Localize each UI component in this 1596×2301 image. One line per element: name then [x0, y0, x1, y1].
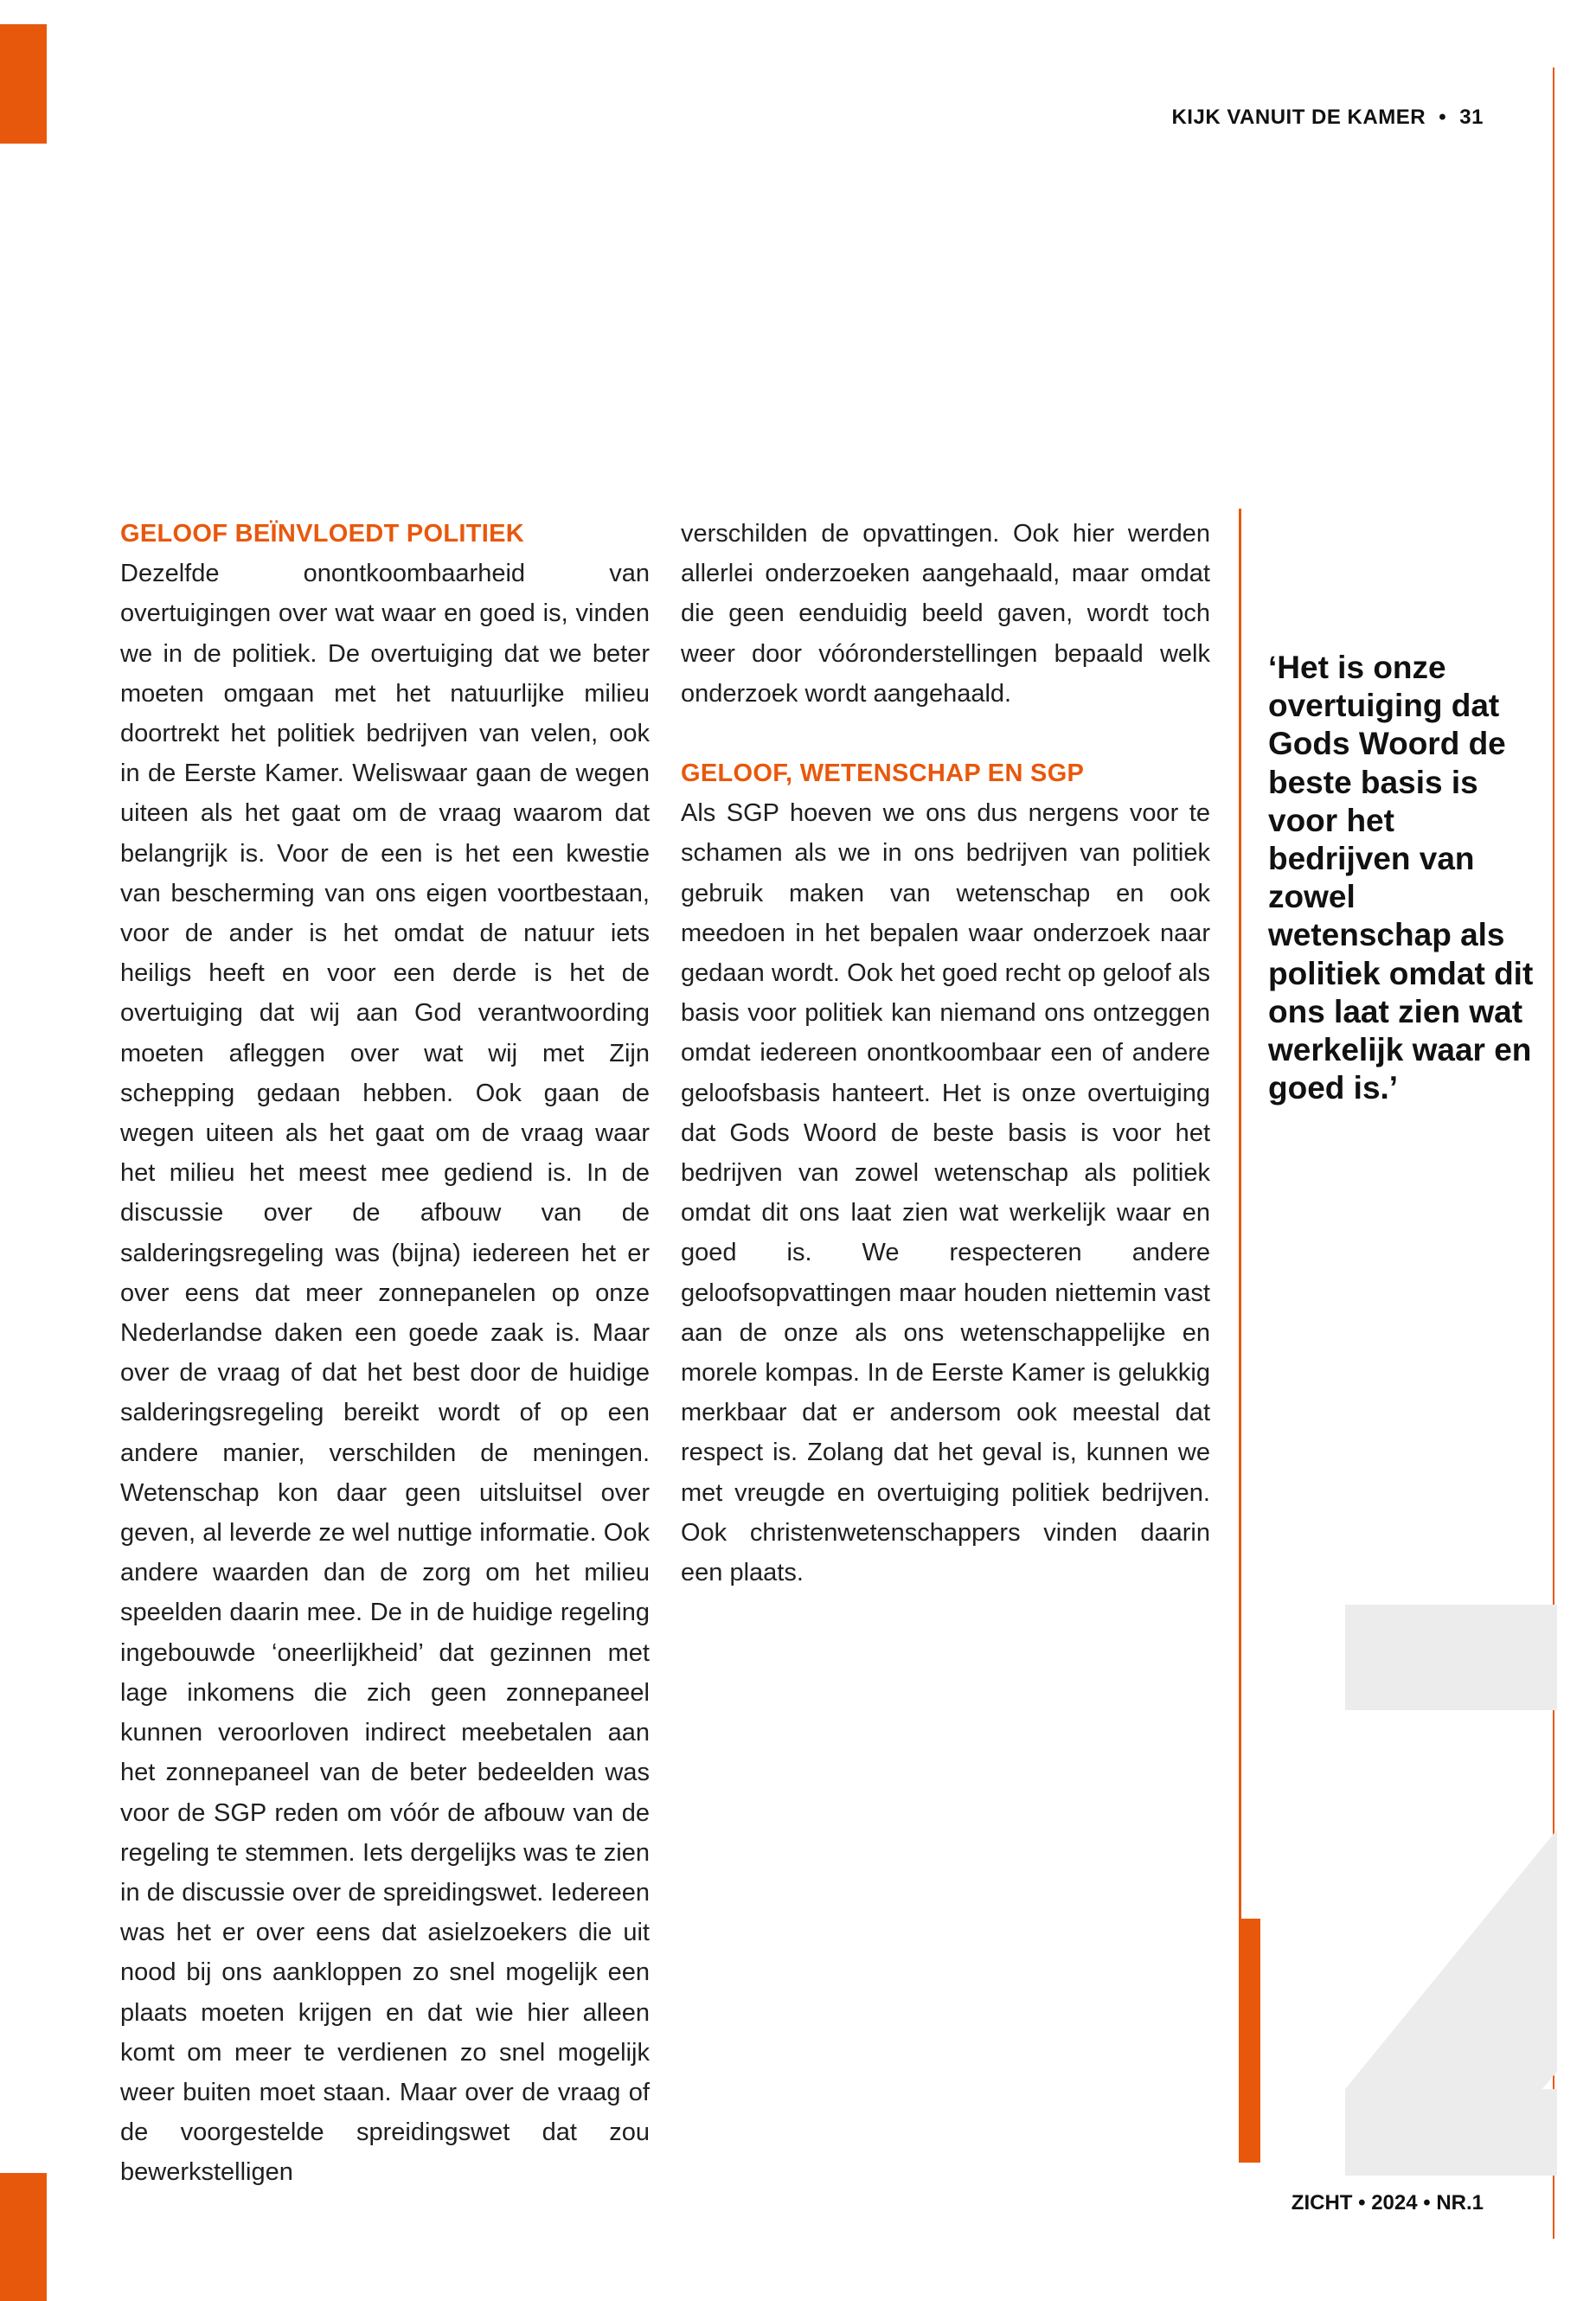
article-column-left [120, 514, 650, 2193]
watermark-z-shape [1345, 1605, 1557, 2176]
orange-tab-top-left [0, 24, 47, 144]
orange-tab-bottom-left [0, 2173, 47, 2301]
section-heading-geloof-politiek: GELOOF BEÏNVLOEDT POLITIEK [120, 520, 524, 548]
body-paragraph: verschilden de opvattingen. Ook hier werden allerlei onderzoeken aangehaald, maar omdat die geen eenduidig beeld gaven, wordt toch weer door vóóronderstellingen bepaald welk onderzoek wordt aangehaald. [681, 520, 1210, 708]
article-column-right [681, 514, 1210, 1593]
body-paragraph: Dezelfde onontkoombaarheid van overtuigingen over wat waar en goed is, vinden we in de politiek. De overtuiging dat we beter moeten omgaan met het natuurlijke milieu doortrekt het politiek bedrijven van velen, ook in de Eerste Kamer. Weliswaar gaan de wegen uiteen als het gaat om de vraag waarom dat belangrijk is. Voor de een is het een kwestie van bescherming van ons eigen voortbestaan, voor de ander is het omdat de natuur iets heiligs heeft en voor een derde is het de overtuiging dat wij aan God verantwoording moeten afleggen over wat wij met Zijn schepping gedaan hebben. Ook gaan de wegen uiteen als het gaat om de vraag waar het milieu het meest mee gediend is. In de discussie over de afbouw van de salderingsregeling was (bijna) iedereen het er over eens dat meer zonnepanelen op onze Nederlandse daken een goede zaak is. Maar over de vraag of dat het best door de huidige salderingsregeling bereikt wordt of op een andere manier, verschilden de meningen. Wetenschap kon daar geen uitsluitsel over geven, al leverde ze wel nuttige informatie. Ook andere waarden dan de zorg om het milieu speelden daarin mee. De in de huidige regeling ingebouwde ‘oneerlijkheid’ dat gezinnen met lage inkomens die zich geen zonnepaneel kunnen veroorloven indirect meebetalen aan het zonnepaneel van de beter bedeelden was voor de SGP reden om vóór de afbouw van de regeling te stemmen. Iets dergelijks was te zien in de discussie over de spreidingswet. Iedereen was het er over eens dat asielzoekers die uit nood bij ons aankloppen zo snel mogelijk een plaats moeten krijgen en dat wie hier alleen komt om meer te verdienen zo snel mogelijk weer buiten moet staan. Maar over de vraag of de voorgestelde spreidingswet dat zou bewerkstelligen [120, 560, 650, 2187]
pull-quote: ‘Het is onze overtuiging dat Gods Woord de beste basis is voor het bedrijven van zowel wetenschap als politiek omdat dit ons laat zien wat werkelijk waar en goed is.’ [1268, 650, 1534, 1106]
section-title: KIJK VANUIT DE KAMER [1171, 106, 1426, 129]
orange-accent-bar [1239, 1919, 1260, 2163]
section-heading-geloof-wetenschap-sgp: GELOOF, WETENSCHAP EN SGP [681, 760, 1085, 788]
pull-quote-rule [1239, 509, 1241, 2163]
running-header [1171, 106, 1484, 130]
running-footer: ZICHT • 2024 • NR.1 [1291, 2191, 1484, 2214]
page-number: 31 [1459, 106, 1484, 129]
body-paragraph: Als SGP hoeven we ons dus nergens voor te schamen als we in ons bedrijven van politiek gebruik maken van wetenschap en ook meedoen in het bepalen waar onderzoek naar gedaan wordt. Ook het goed recht op geloof als basis voor politiek kan niemand ons ontzeggen omdat iedereen onontkoombaar een of andere geloofsbasis hanteert. Het is onze overtuiging dat Gods Woord de beste basis is voor het bedrijven van zowel wetenschap als politiek omdat dit ons laat zien wat werkelijk waar en goed is. We respecteren andere geloofsopvattingen maar houden niettemin vast aan de onze als ons wetenschappelijke en morele kompas. In de Eerste Kamer is gelukkig merkbaar dat er andersom ook meestal dat respect is. Zolang dat het geval is, kunnen we met vreugde en overtuiging politiek bedrijven. Ook christenwetenschappers vinden daarin een plaats. [681, 799, 1210, 1587]
header-separator: • [1439, 106, 1447, 129]
